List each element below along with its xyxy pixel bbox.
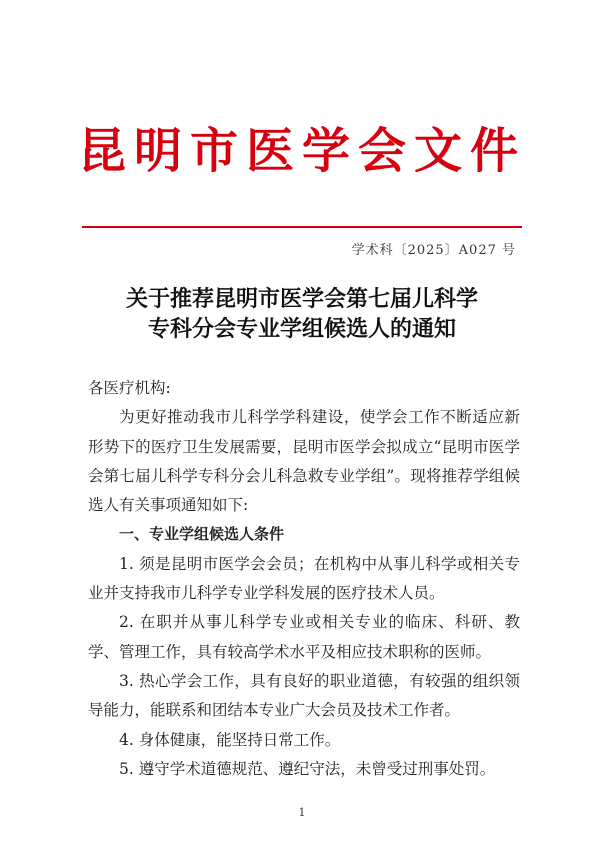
condition-item-5: 5. 遵守学术道德规范、遵纪守法，未曾受过刑事处罚。 xyxy=(119,759,496,778)
page-number: 1 xyxy=(298,806,306,819)
intro-paragraph: 为更好推动我市儿科学学科建设，使学会工作不断适应新形势下的医疗卫生发展需要，昆明市医学会拟成立“昆明市医学会第七届儿科学专科分会儿科急救专业学组”。现将推荐学组候选人有关事项通知如下: xyxy=(88,408,520,515)
document-title-line-1: 关于推荐昆明市医学会第七届儿科学 xyxy=(125,286,478,312)
condition-item-4: 4. 身体健康，能坚持日常工作。 xyxy=(119,730,341,749)
condition-item-3: 3. 热心学会工作，具有良好的职业道德，有较强的组织领导能力，能联系和团结本专业广大会员及技术工作者。 xyxy=(88,671,520,720)
document-title xyxy=(0,284,604,344)
header-divider xyxy=(82,226,522,228)
condition-item-2: 2. 在职并从事儿科学专业或相关专业的临床、科研、教学、管理工作，具有较高学术水平及相应技术职称的医师。 xyxy=(88,613,520,661)
document-title-line-2: 专科分会专业学组候选人的通知 xyxy=(147,316,456,342)
section-1-heading: 一、专业学组候选人条件 xyxy=(119,525,285,544)
condition-item-1: 1. 须是昆明市医学会会员；在机构中从事儿科学或相关专业并支持我市儿科学专业学科发展的医疗技术人员。 xyxy=(88,554,520,603)
salutation: 各医疗机构: xyxy=(88,379,171,397)
document-body xyxy=(88,374,520,784)
org-header-title: 昆明市医学会文件 xyxy=(77,123,526,179)
document-number: 学术科〔2025〕A027 号 xyxy=(351,243,516,258)
